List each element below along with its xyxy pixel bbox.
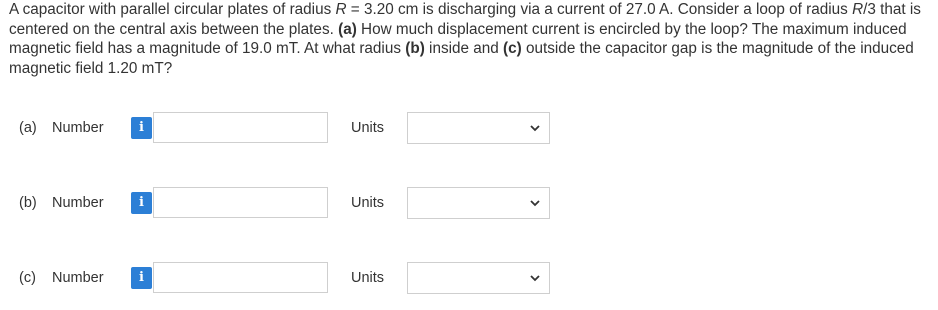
- loop-radius-variable: R: [852, 1, 864, 18]
- units-label: Units: [351, 195, 385, 211]
- part-c-marker: (c): [503, 40, 522, 57]
- part-label: (b): [19, 195, 37, 211]
- question-text: [9, 0, 934, 78]
- answer-row-a: [0, 111, 938, 145]
- answer-row-b: [0, 186, 938, 220]
- units-label: Units: [351, 270, 385, 286]
- info-icon[interactable]: i: [131, 117, 152, 139]
- units-label: Units: [351, 120, 385, 136]
- part-c-text: outside the capacitor gap is the magnitude of the induced magnetic field 1.20 mT?: [9, 40, 914, 77]
- answer-row-c: [0, 261, 938, 295]
- part-b-marker: (b): [405, 40, 425, 57]
- part-b-text: inside and: [424, 40, 504, 57]
- chevron-down-icon: [529, 197, 541, 209]
- radius-variable: R: [335, 1, 347, 18]
- units-select[interactable]: [407, 112, 550, 144]
- chevron-down-icon: [529, 122, 541, 134]
- number-label: Number: [52, 195, 104, 211]
- question-radius-value: = 3.20 cm is discharging via a current of 27.0 A. Consider a loop of radius: [346, 1, 853, 18]
- part-a-text: How much displacement current is encircled by the loop? The maximum induced magnetic field has a magnitude of 19.0 mT. At what radius: [9, 20, 907, 57]
- question-loop-text: /3 that is centered on the central axis between the plates.: [9, 1, 921, 38]
- number-input[interactable]: [153, 112, 328, 143]
- question-intro: A capacitor with parallel circular plates of radius: [9, 1, 336, 18]
- part-label: (a): [19, 120, 37, 136]
- units-select[interactable]: [407, 262, 550, 294]
- info-icon[interactable]: i: [131, 192, 152, 214]
- chevron-down-icon: [529, 272, 541, 284]
- number-input[interactable]: [153, 262, 328, 293]
- number-input[interactable]: [153, 187, 328, 218]
- units-select[interactable]: [407, 187, 550, 219]
- part-label: (c): [19, 270, 36, 286]
- number-label: Number: [52, 270, 104, 286]
- part-a-marker: (a): [338, 20, 357, 38]
- info-icon[interactable]: i: [131, 267, 152, 289]
- number-label: Number: [52, 120, 104, 136]
